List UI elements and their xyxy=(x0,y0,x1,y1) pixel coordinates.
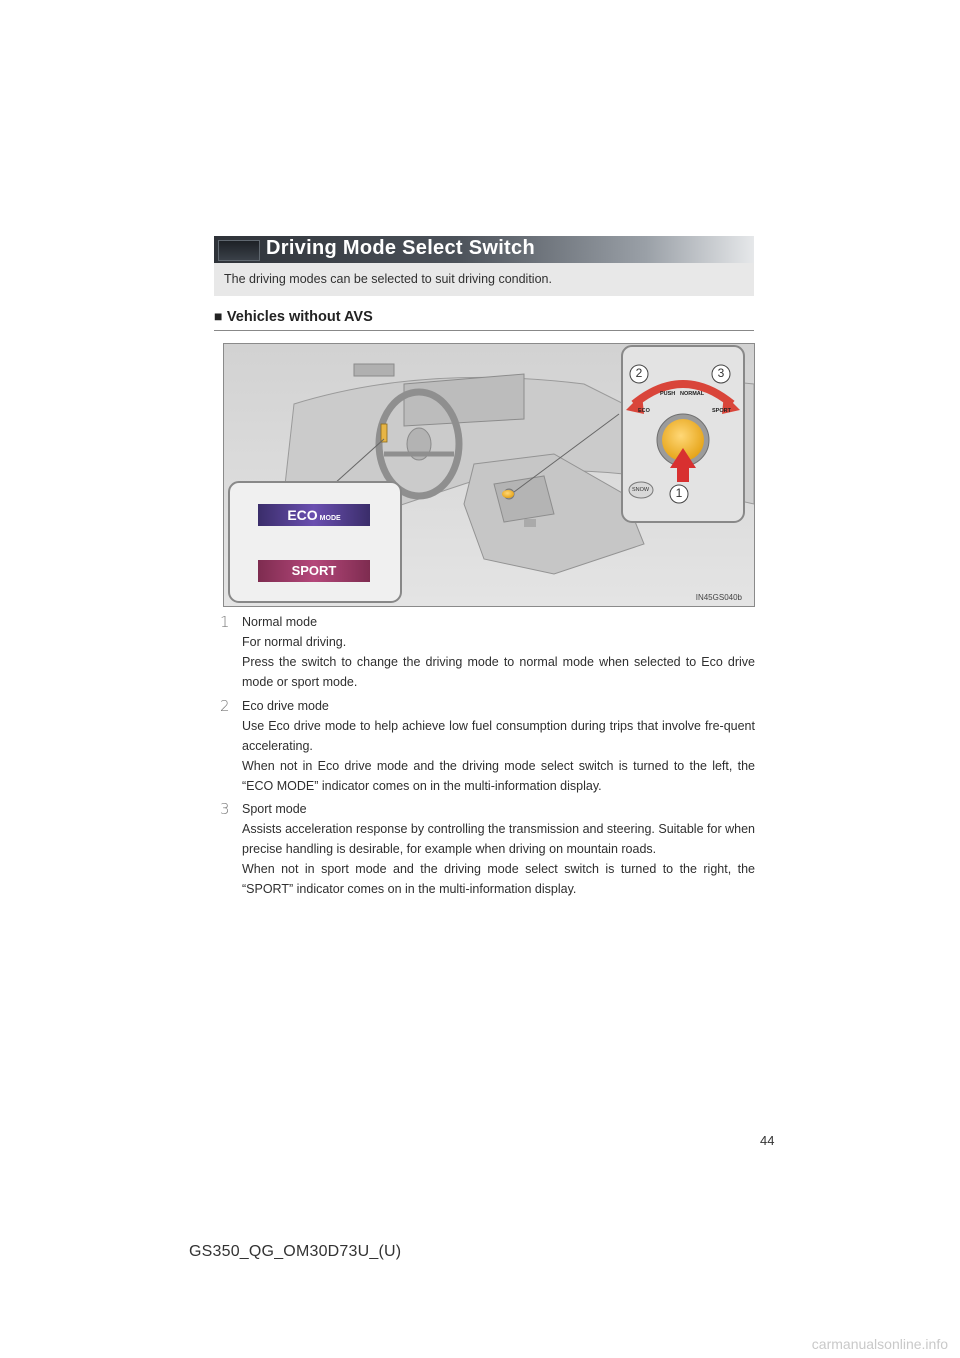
eco-indicator-suffix: MODE xyxy=(319,515,341,522)
knob-normal-label: NORMAL xyxy=(680,391,705,397)
knob-sport-label: SPORT xyxy=(712,408,731,414)
item-number-2: 2 xyxy=(220,697,230,715)
title-bar-icon xyxy=(218,240,260,261)
item-line: Press the switch to change the driving mode to normal mode when selected to Eco drive mode or sport mode. xyxy=(242,655,755,689)
subsection-heading xyxy=(214,308,754,331)
page-title: Driving Mode Select Switch xyxy=(266,237,535,259)
item-body-3 xyxy=(242,799,755,899)
page-number: 44 xyxy=(760,1133,775,1148)
figure-code: IN45GS040b xyxy=(695,593,742,602)
item-number-3: 3 xyxy=(220,800,230,818)
section-title-bar xyxy=(214,236,754,263)
callout-1: 1 xyxy=(675,486,683,500)
item-number-1: 1 xyxy=(220,613,230,631)
item-line: For normal driving. xyxy=(242,635,347,649)
item-line: When not in Eco drive mode and the driving mode select switch is turned to the left, the “ECO MODE” indicator comes on in the multi-information display. xyxy=(242,759,755,793)
document-code-footer: GS350_QG_OM30D73U_(U) xyxy=(189,1243,402,1260)
item-body-1 xyxy=(242,612,755,692)
item-normal-mode xyxy=(220,612,755,692)
item-body-2 xyxy=(242,696,755,796)
intro-box xyxy=(214,263,754,296)
square-bullet-icon: ■ xyxy=(214,308,223,324)
item-line: Assists acceleration response by controlling the transmission and steering. Suitable for when precise handling is desirable, for example when driving on mountain roads. xyxy=(242,822,755,856)
sport-mode-indicator: SPORT xyxy=(291,563,337,578)
item-line: Use Eco drive mode to help achieve low fuel consumption during trips that involve fre-quent accelerating. xyxy=(242,719,755,753)
intro-text: The driving modes can be selected to suit driving condition. xyxy=(224,272,552,286)
item-eco-drive-mode xyxy=(220,696,755,796)
cockpit-illustration xyxy=(223,343,755,607)
callout-2: 2 xyxy=(635,366,643,380)
knob-snow-label: SNOW xyxy=(632,487,650,493)
callout-3: 3 xyxy=(717,366,725,380)
item-title: Sport mode xyxy=(242,802,307,816)
watermark[interactable]: carmanualsonline.info xyxy=(811,1336,948,1352)
eco-mode-indicator xyxy=(258,504,370,526)
item-title: Normal mode xyxy=(242,615,318,629)
subsection-heading-text: Vehicles without AVS xyxy=(226,309,373,325)
knob-push-label: PUSH xyxy=(660,391,676,397)
knob-eco-label: ECO xyxy=(638,408,650,414)
item-title: Eco drive mode xyxy=(242,699,329,713)
item-line: When not in sport mode and the driving mode select switch is turned to the right, the “SPORT” indicator comes on in the multi-information display. xyxy=(242,862,755,896)
item-sport-mode xyxy=(220,799,755,899)
eco-indicator-text: ECO xyxy=(287,507,318,523)
